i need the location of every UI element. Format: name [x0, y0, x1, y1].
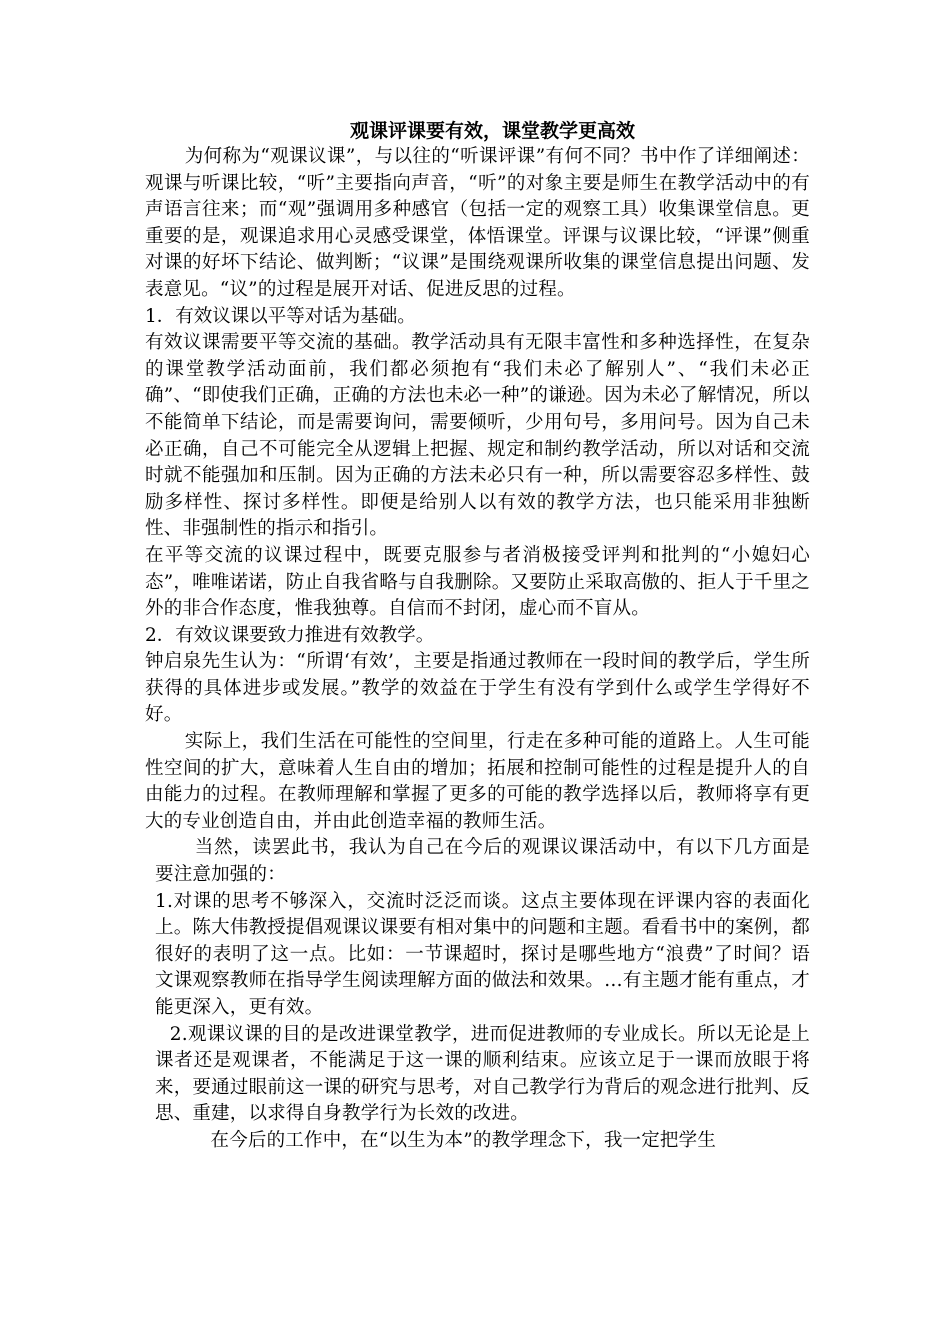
document-page — [145, 118, 810, 1155]
intro-paragraph: 为何称为“观课议课”，与以往的“听课评课”有何不同？书中作了详细阐述：观课与听课比较，“听”主要指向声音，“听”的对象主要是师生在教学活动中的有声语言往来；而“观”强调用多种感官（包括一定的观察工具）收集课堂信息。更重要的是，观课追求用心灵感受课堂，体悟课堂。评课与议课比较，“评课”侧重对课的好坏下结论、做判断；“议课”是围绕观课所收集的课堂信息提出问题、发表意见。“议”的过程是展开对话、促进反思的过程。 — [145, 146, 810, 300]
document-title: 观课评课要有效，课堂教学更高效 — [349, 120, 635, 142]
body-paragraph: 当然，读罢此书，我认为自己在今后的观课议课活动中，有以下几方面是要注意加强的： — [155, 837, 810, 886]
body-paragraph: 在平等交流的议课过程中，既要克服参与者消极接受评判和批判的“小媳妇心态”，唯唯诺诺，防止自我省略与自我删除。又要防止采取高傲的、拒人于千里之外的非合作态度，惟我独尊。自信而不封闭，虚心而不盲从。 — [145, 544, 810, 620]
body-paragraph: 实际上，我们生活在可能性的空间里，行走在多种可能的道路上。人生可能性空间的扩大，意味着人生自由的增加；拓展和控制可能性的过程是提升人的自由能力的过程。在教师理解和掌握了更多的可能的教学选择以后，教师将享有更大的专业创造自由，并由此创造幸福的教师生活。 — [145, 731, 810, 832]
list-item-1: 1.对课的思考不够深入，交流时泛泛而谈。这点主要体现在评课内容的表面化上。陈大伟教授提倡观课议课要有相对集中的问题和主题。看看书中的案例，都很好的表明了这一点。比如：一节课超时，探讨是哪些地方“浪费”了时间？语文课观察教师在指导学生阅读理解方面的做法和效果。…有主题才能有重点，才能更深入，更有效。 — [155, 890, 810, 1018]
body-paragraph: 有效议课需要平等交流的基础。教学活动具有无限丰富性和多种选择性，在复杂的课堂教学活动面前，我们都必须抱有“我们未必了解别人”、“我们未必正确”、“即使我们正确，正确的方法也未必一种”的谦逊。因为未必了解情况，所以不能简单下结论，而是需要询问，需要倾听，少用句号，多用问号。因为自己未必正确，自己不可能完全从逻辑上把握、规定和制约教学活动，所以对话和交流时就不能强加和压制。因为正确的方法未必只有一种，所以需要容忍多样性、鼓励多样性、探讨多样性。即便是给别人以有效的教学方法，也只能采用非独断性、非强制性的指示和指引。 — [145, 332, 810, 540]
section-heading-2: 2．有效议课要致力推进有效教学。 — [145, 624, 435, 646]
section-heading-1: 1．有效议课以平等对话为基础。 — [145, 305, 416, 327]
closing-paragraph: 在今后的工作中，在“以生为本”的教学理念下，我一定把学生 — [210, 1129, 717, 1151]
list-item-2: 2.观课议课的目的是改进课堂教学，进而促进教师的专业成长。所以无论是上课者还是观课者，不能满足于这一课的顺利结束。应该立足于一课而放眼于将来，要通过眼前这一课的研究与思考，对自己教学行为背后的观念进行批判、反思、重建，以求得自身教学行为长效的改进。 — [155, 1023, 810, 1125]
body-paragraph: 钟启泉先生认为：“所谓‘有效’，主要是指通过教师在一段时间的教学后，学生所获得的具体进步或发展。”教学的效益在于学生有没有学到什么或学生学得好不好。 — [145, 651, 810, 726]
